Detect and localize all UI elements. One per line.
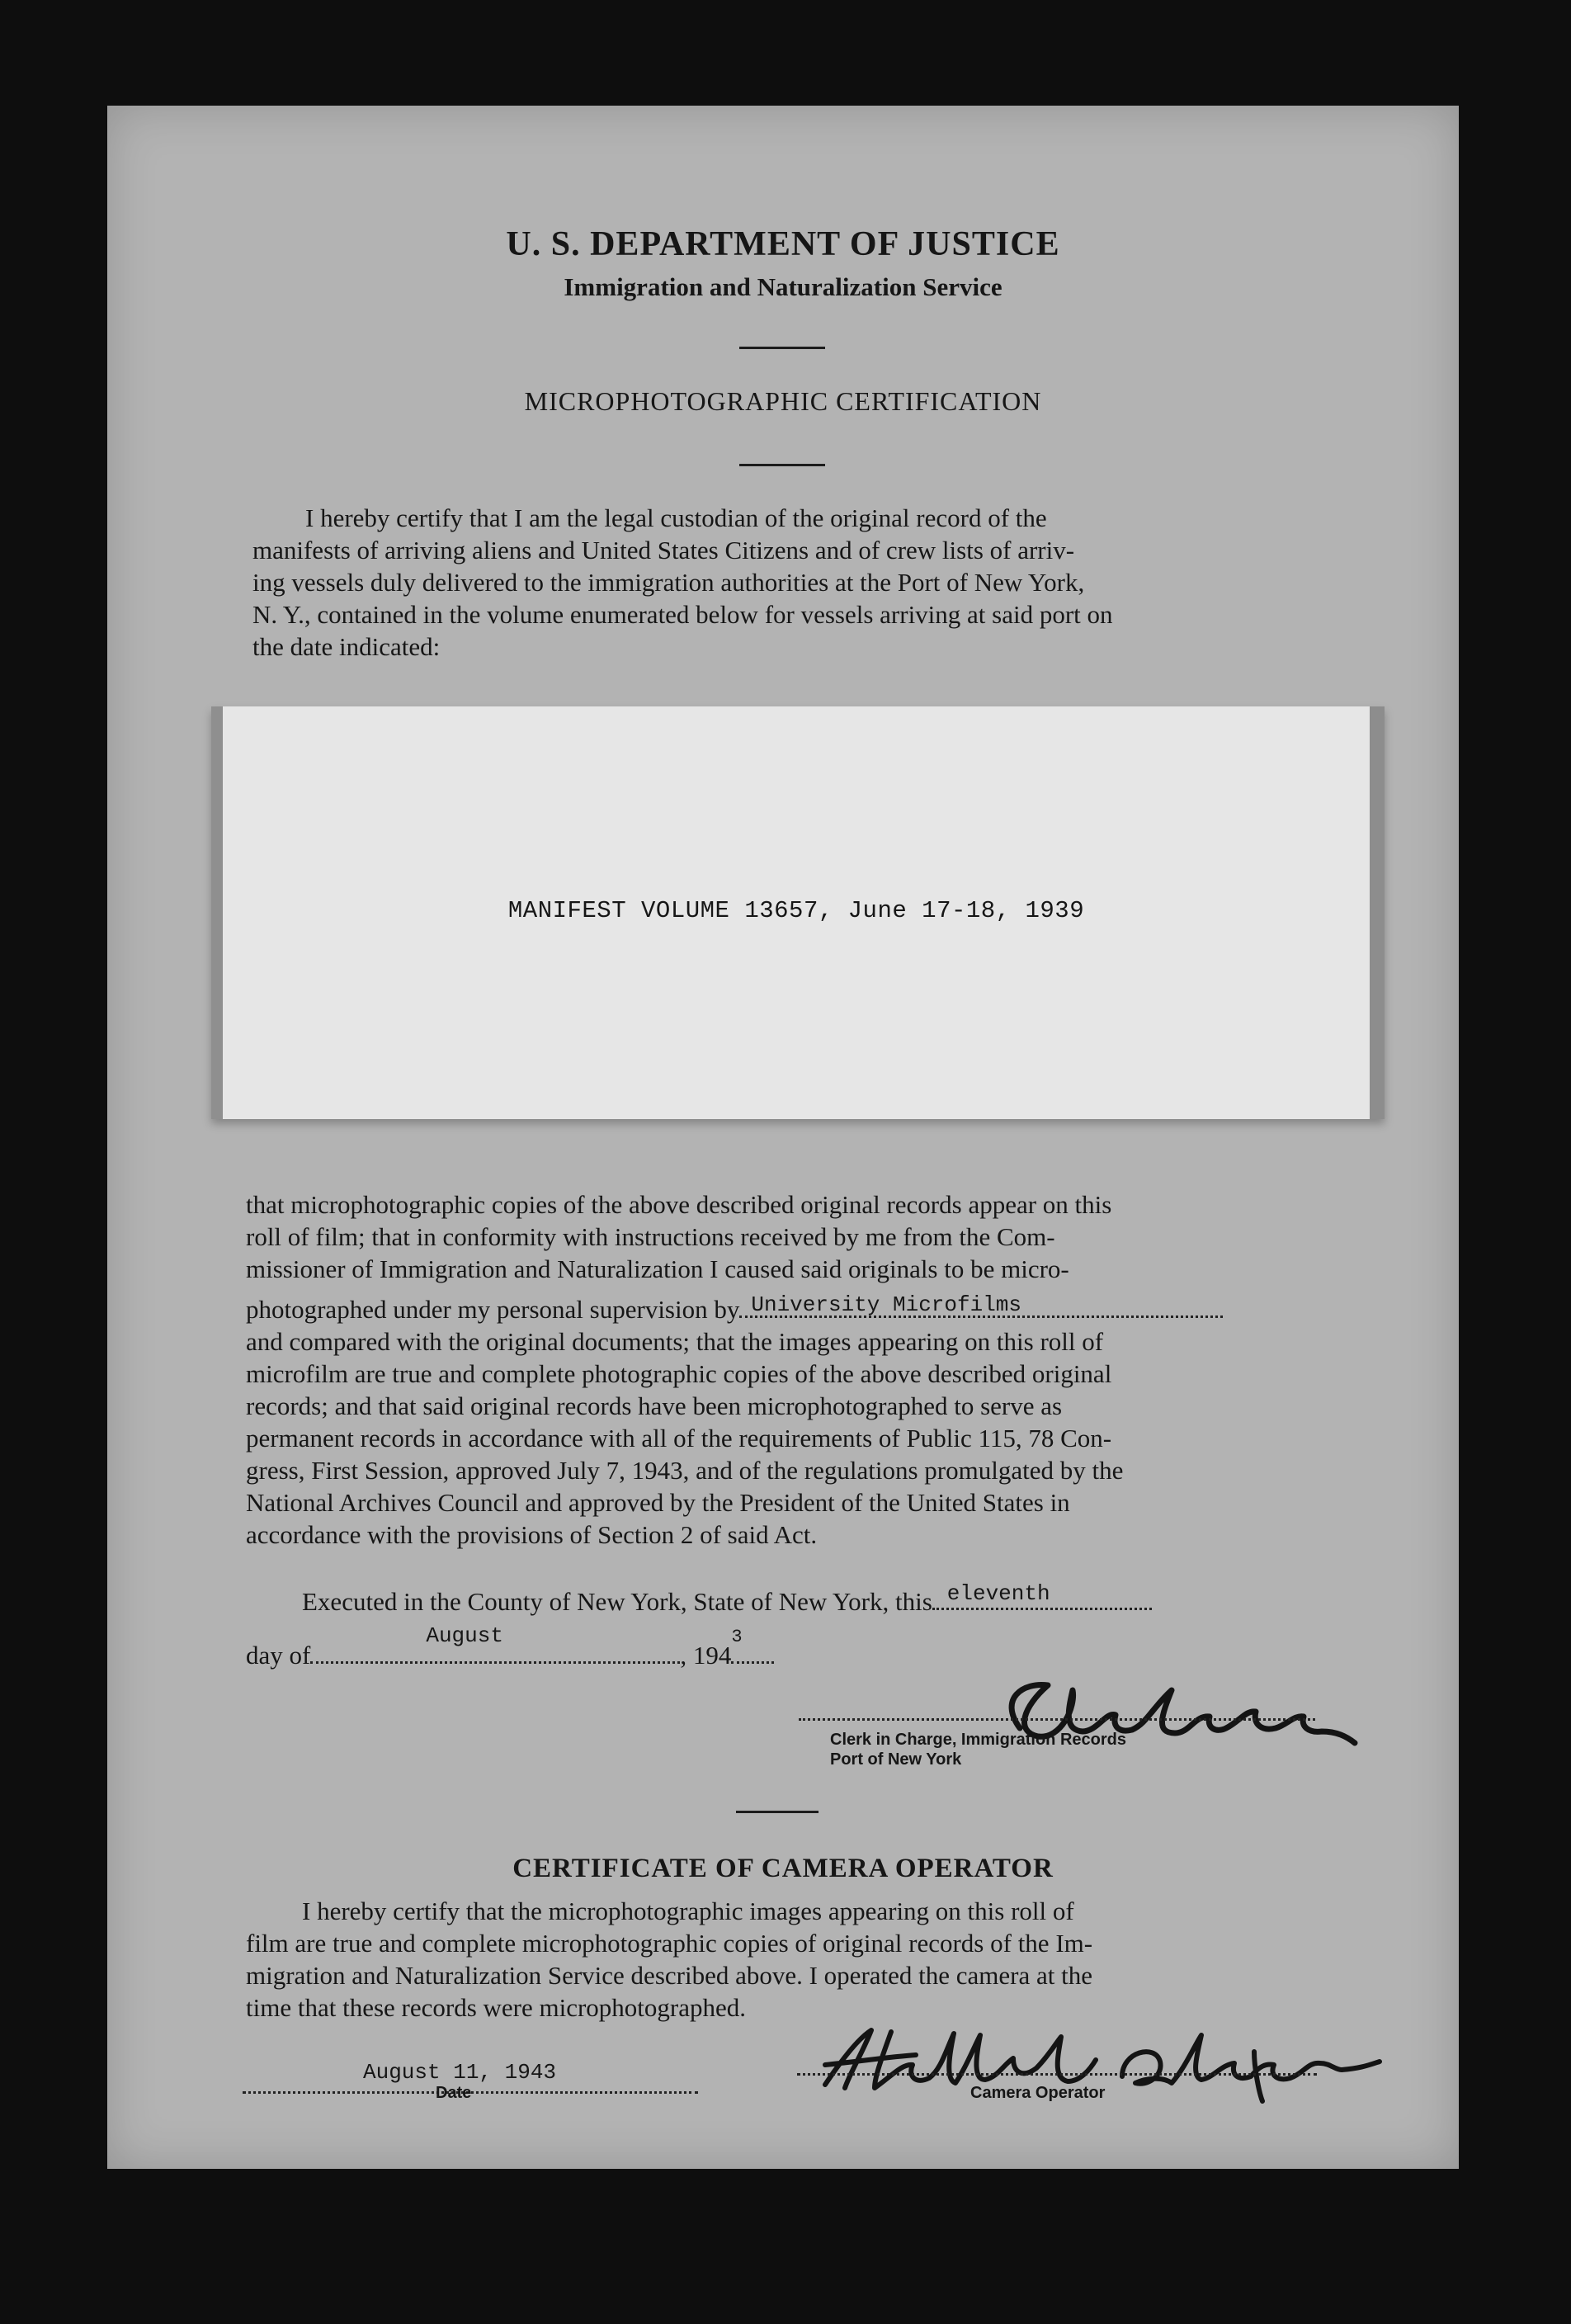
day-of-line [246,1623,774,1670]
signer-title-line: Clerk in Charge, Immigration Records [830,1731,1126,1749]
department-heading: U. S. DEPARTMENT OF JUSTICE [506,225,1060,263]
date-value: August 11, 1943 [363,2060,557,2085]
supervision-line [246,1293,1422,1325]
executed-day-field [932,1581,1152,1610]
body-line: records; and that said original records have been microphotographed to serve as [246,1391,1063,1420]
divider-rule [736,1811,819,1813]
operator-label: Camera Operator [970,2084,1106,2102]
executed-prefix: Executed in the County of New York, State of New York, this [302,1587,932,1616]
executed-line [302,1581,1152,1617]
intro-line: N. Y., contained in the volume enumerated below for vessels arriving at said port on [252,600,1113,629]
body-line: and compared with the original documents; that the images appearing on this roll of [246,1327,1104,1356]
body-line: roll of film; that in conformity with instructions received by me from the Com- [246,1222,1055,1251]
operator-certificate-title: CERTIFICATE OF CAMERA OPERATOR [512,1854,1054,1883]
day-of-label: day of [246,1641,311,1670]
operator-line: migration and Naturalization Service described above. I operated the camera at the [246,1961,1092,1990]
intro-line: the date indicated: [252,632,441,661]
date-label: Date [436,2084,472,2102]
body-line: gress, First Session, approved July 7, 1943, and of the regulations promulgated by the [246,1456,1124,1485]
clerk-signature-line [799,1717,1315,1721]
intro-line: I hereby certify that I am the legal custodian of the original record of the [305,503,1047,532]
volume-label: MANIFEST VOLUME 13657, June 17-18, 1939 [507,897,1085,924]
signer-title-line: Port of New York [830,1750,962,1769]
year-prefix: , 194 [680,1641,732,1670]
executed-month: August [426,1623,503,1648]
body-paragraph [246,1188,1422,1551]
body-line: microfilm are true and complete photographic copies of the above described original [246,1359,1112,1388]
operator-signature-line [797,2071,1317,2076]
month-field [310,1623,680,1664]
year-field [731,1627,774,1664]
supervisor-field [739,1294,1223,1318]
year-digit: 3 [731,1627,743,1647]
supervision-prefix: photographed under my personal supervision by [246,1295,740,1324]
operator-line: I hereby certify that the microphotographic images appearing on this roll of [302,1897,1074,1925]
executed-day: eleventh [946,1581,1050,1606]
operator-paragraph [246,1895,1418,2024]
intro-line: manifests of arriving aliens and United States Citizens and of crew lists of arriv- [252,536,1075,564]
body-line: National Archives Council and approved by the President of the United States in [246,1488,1070,1517]
signer-title [830,1730,1126,1769]
body-line: missioner of Immigration and Naturalization I caused said originals to be micro- [246,1254,1069,1283]
volume-slip [211,706,1385,1119]
intro-line: ing vessels duly delivered to the immigration authorities at the Port of New York, [252,568,1085,597]
divider-rule [739,464,825,466]
intro-paragraph [252,502,1422,663]
certificate-sheet [107,106,1459,2169]
body-line: accordance with the provisions of Section 2 of said Act. [246,1520,818,1549]
body-line: permanent records in accordance with all of the requirements of Public 115, 78 Con- [246,1424,1112,1452]
operator-line: film are true and complete microphotographic copies of original records of the Im- [246,1929,1093,1958]
service-subheading: Immigration and Naturalization Service [564,272,1003,301]
divider-rule [739,347,825,349]
form-title: MICROPHOTOGRAPHIC CERTIFICATION [524,386,1042,416]
supervisor-name: University Microfilms [751,1292,1022,1317]
operator-line: time that these records were microphotographed. [246,1993,746,2022]
body-line: that microphotographic copies of the above described original records appear on this [246,1190,1112,1219]
